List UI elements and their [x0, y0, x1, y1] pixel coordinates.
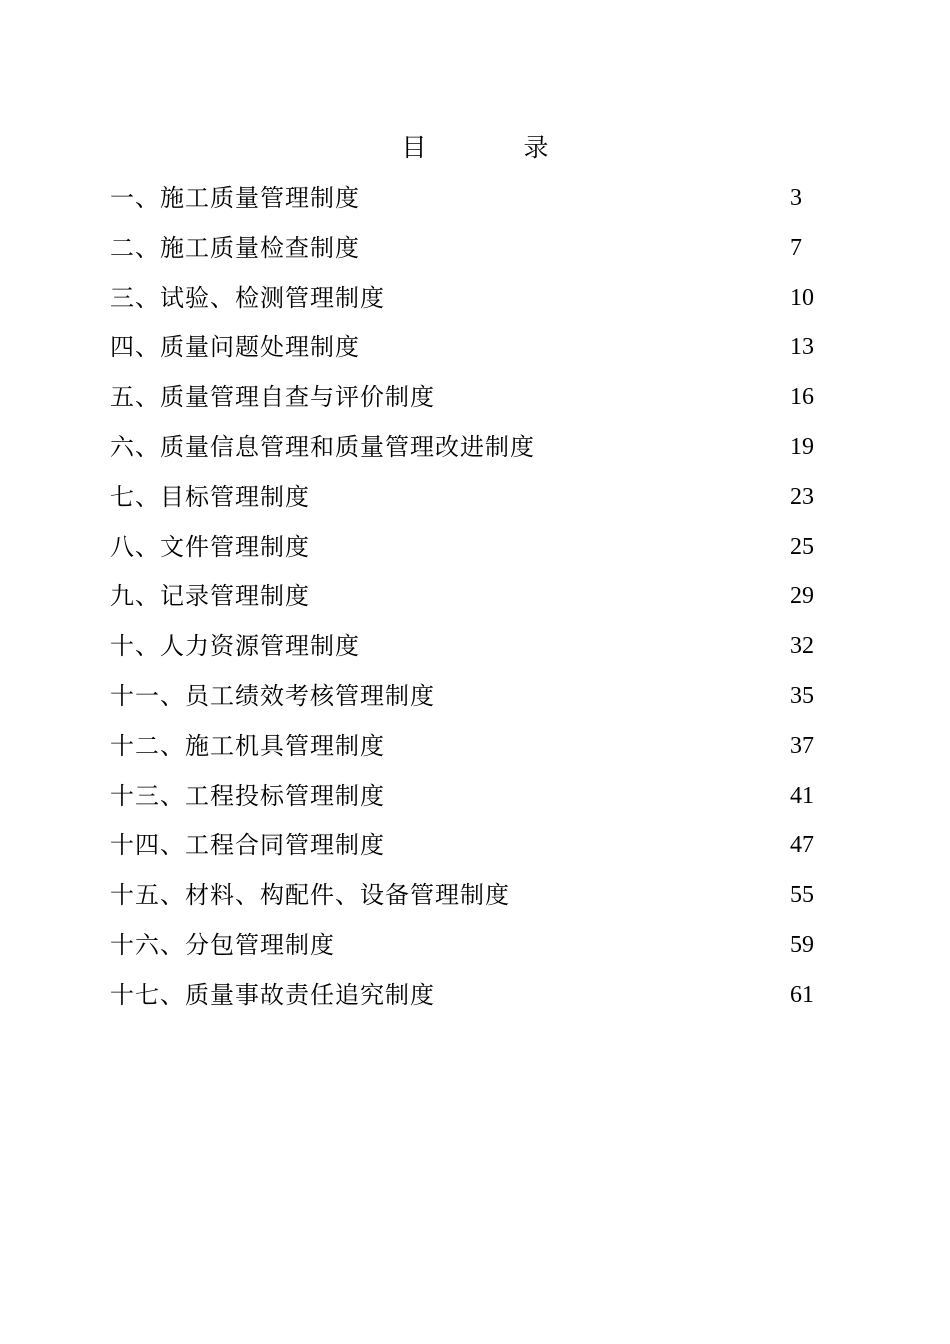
toc-entry-label: 九、记录管理制度: [110, 582, 310, 611]
toc-entry[interactable]: [110, 373, 838, 423]
toc-entry-page-number: 3: [790, 185, 802, 211]
toc-entry-page-number: 29: [790, 583, 814, 610]
toc-entry-page-number: 23: [790, 483, 814, 510]
toc-entry[interactable]: [110, 174, 838, 224]
toc-entry[interactable]: [110, 821, 838, 871]
toc-entry[interactable]: [110, 722, 838, 772]
toc-entry-page-number: 41: [790, 782, 814, 809]
toc-entry-label: 十六、分包管理制度: [110, 930, 335, 959]
toc-entry-label: 十二、施工机具管理制度: [110, 731, 385, 760]
toc-entry-label: 十四、工程合同管理制度: [110, 831, 385, 860]
toc-entry-page-number: 13: [790, 334, 814, 361]
toc-entry-label: 十三、工程投标管理制度: [110, 781, 385, 810]
toc-entry[interactable]: [110, 224, 838, 274]
toc-entry-label: 三、试验、检测管理制度: [110, 283, 385, 312]
toc-entry[interactable]: [110, 622, 838, 672]
toc-entry[interactable]: [110, 971, 838, 1021]
toc-entry[interactable]: [110, 572, 838, 622]
toc-entry-page-number: 61: [790, 981, 814, 1008]
toc-entry-page-number: 16: [790, 384, 814, 411]
toc-entry-label: 八、文件管理制度: [110, 532, 310, 561]
toc-entry-label: 七、目标管理制度: [110, 482, 310, 511]
toc-entry[interactable]: [110, 672, 838, 722]
toc-entry-page-number: 59: [790, 931, 814, 958]
toc-entry[interactable]: [110, 921, 838, 971]
toc-entry-label: 五、质量管理自查与评价制度: [110, 383, 435, 412]
toc-entry[interactable]: [110, 423, 838, 473]
toc-entry-page-number: 37: [790, 732, 814, 759]
table-of-contents: [110, 174, 838, 1021]
toc-entry-page-number: 47: [790, 832, 814, 859]
page-title: 目 录: [401, 133, 585, 162]
toc-entry-label: 十五、材料、构配件、设备管理制度: [110, 881, 510, 910]
toc-entry-label: 十、人力资源管理制度: [110, 632, 360, 661]
toc-entry-label: 一、施工质量管理制度: [110, 184, 360, 212]
toc-entry-label: 二、施工质量检查制度: [110, 233, 360, 262]
toc-entry[interactable]: [110, 473, 838, 523]
toc-entry-page-number: 7: [790, 234, 802, 261]
toc-entry[interactable]: [110, 871, 838, 921]
toc-entry[interactable]: [110, 323, 838, 373]
toc-entry-page-number: 10: [790, 284, 814, 311]
toc-entry[interactable]: [110, 274, 838, 324]
toc-entry-page-number: 32: [790, 633, 814, 660]
toc-entry[interactable]: [110, 523, 838, 573]
toc-entry[interactable]: [110, 772, 838, 822]
toc-entry-page-number: 19: [790, 433, 814, 460]
toc-entry-page-number: 35: [790, 682, 814, 709]
toc-entry-page-number: 55: [790, 882, 814, 909]
toc-entry-page-number: 25: [790, 533, 814, 560]
toc-entry-label: 十七、质量事故责任追究制度: [110, 980, 435, 1009]
toc-entry-label: 六、质量信息管理和质量管理改进制度: [110, 432, 535, 461]
toc-entry-label: 十一、员工绩效考核管理制度: [110, 681, 435, 710]
toc-entry-label: 四、质量问题处理制度: [110, 333, 360, 362]
